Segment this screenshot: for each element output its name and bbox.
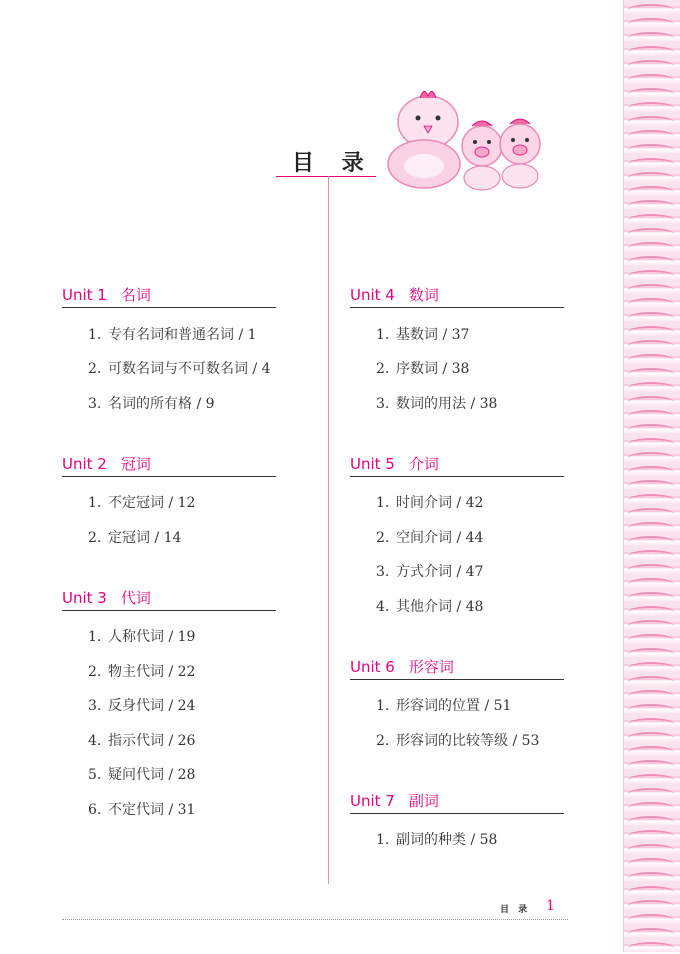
spiral-ring	[628, 550, 674, 562]
toc-entry-number: 2.	[376, 732, 390, 749]
unit-number: Unit 4	[350, 286, 395, 304]
toc-entry[interactable]	[88, 359, 276, 379]
spiral-ring	[628, 60, 674, 72]
toc-unit	[350, 285, 564, 414]
unit-number: Unit 5	[350, 454, 395, 473]
spiral-ring	[628, 298, 674, 310]
toc-entry[interactable]	[88, 765, 276, 785]
spiral-ring	[628, 718, 674, 730]
toc-entry[interactable]	[88, 696, 276, 716]
title-underline	[276, 176, 376, 177]
unit-name: 副词	[408, 791, 439, 810]
toc-entry-text: 形容词的比较等级 / 53	[396, 732, 540, 749]
spiral-ring	[628, 158, 674, 170]
spiral-ring	[628, 578, 674, 590]
spiral-ring	[628, 396, 674, 408]
spiral-ring	[628, 606, 674, 618]
spiral-ring	[628, 788, 674, 800]
unit-name: 代词	[120, 588, 151, 607]
toc-entry-number: 2.	[88, 663, 102, 680]
toc-column-left	[62, 285, 276, 860]
spiral-ring	[628, 914, 674, 926]
toc-entry-number: 2.	[376, 361, 390, 377]
mascot-illustration	[380, 82, 550, 192]
toc-item-list	[62, 308, 276, 414]
unit-name: 形容词	[408, 657, 454, 676]
toc-entry-number: 1.	[88, 495, 102, 511]
unit-heading[interactable]	[350, 657, 564, 680]
unit-heading[interactable]	[350, 285, 564, 308]
spiral-ring	[628, 284, 674, 296]
toc-entry-text: 数词的用法 / 38	[396, 395, 498, 412]
toc-entry[interactable]	[376, 562, 564, 582]
spiral-ring	[628, 18, 674, 30]
toc-entry[interactable]	[88, 325, 276, 345]
spiral-ring	[628, 214, 674, 226]
unit-number: Unit 1	[62, 286, 107, 304]
toc-entry[interactable]	[376, 325, 564, 345]
spiral-ring	[628, 256, 674, 268]
spiral-ring	[628, 424, 674, 436]
unit-heading[interactable]	[62, 588, 276, 611]
unit-name: 数词	[408, 286, 439, 304]
toc-entry-number: 1.	[376, 698, 390, 714]
toc-entry-text: 不定冠词 / 12	[108, 495, 196, 511]
toc-entry[interactable]	[376, 493, 564, 513]
footer-rule	[62, 919, 568, 920]
toc-entry-text: 指示代词 / 26	[108, 732, 196, 749]
toc-entry-text: 方式介词 / 47	[396, 564, 484, 580]
unit-number: Unit 2	[62, 454, 107, 473]
toc-unit	[62, 285, 276, 414]
spiral-ring	[628, 410, 674, 422]
toc-entry[interactable]	[376, 731, 564, 751]
unit-name: 名词	[120, 286, 151, 304]
spiral-ring	[628, 326, 674, 338]
spiral-ring	[628, 690, 674, 702]
spiral-ring	[628, 774, 674, 786]
spiral-ring	[628, 354, 674, 366]
spiral-ring	[628, 4, 674, 16]
toc-entry-text: 人称代词 / 19	[108, 629, 196, 645]
toc-entry[interactable]	[88, 528, 276, 548]
toc-entry-number: 1.	[376, 326, 390, 343]
spiral-ring	[628, 830, 674, 842]
unit-name: 介词	[408, 454, 439, 473]
spiral-binding-decoration	[623, 0, 680, 952]
spiral-ring	[628, 872, 674, 884]
toc-entry-number: 4.	[88, 732, 102, 749]
toc-entry-text: 可数名词与不可数名词 / 4	[108, 361, 271, 377]
toc-entry-text: 时间介词 / 42	[396, 495, 484, 511]
spiral-ring	[628, 760, 674, 772]
spiral-ring	[628, 228, 674, 240]
spiral-ring	[628, 536, 674, 548]
toc-entry[interactable]	[88, 493, 276, 513]
unit-heading[interactable]	[62, 454, 276, 477]
spiral-ring	[628, 592, 674, 604]
spiral-ring	[628, 858, 674, 870]
spiral-ring	[628, 522, 674, 534]
unit-heading[interactable]	[62, 285, 276, 308]
toc-unit	[350, 657, 564, 751]
toc-entry-number: 3.	[88, 698, 102, 714]
toc-entry-text: 定冠词 / 14	[108, 529, 182, 546]
toc-entry-text: 名词的所有格 / 9	[108, 395, 215, 412]
spiral-ring	[628, 802, 674, 814]
spiral-ring	[628, 816, 674, 828]
toc-entry-number: 3.	[376, 564, 390, 580]
spiral-ring	[628, 634, 674, 646]
spiral-ring	[628, 452, 674, 464]
toc-entry-number: 1.	[376, 832, 390, 848]
toc-entry[interactable]	[376, 696, 564, 716]
spiral-ring	[628, 242, 674, 254]
spiral-ring	[628, 172, 674, 184]
spiral-ring	[628, 270, 674, 282]
spiral-ring	[628, 942, 674, 954]
page-title: 目 录	[292, 151, 374, 176]
toc-unit	[62, 588, 276, 820]
spiral-ring	[628, 746, 674, 758]
page-number: 1	[546, 898, 555, 914]
toc-item-list	[350, 308, 564, 414]
toc-entry-text: 空间介词 / 44	[396, 529, 484, 546]
spiral-ring	[628, 886, 674, 898]
spiral-ring	[628, 900, 674, 912]
toc-entry-text: 其他介词 / 48	[396, 598, 484, 615]
toc-entry-text: 物主代词 / 22	[108, 663, 196, 680]
spiral-ring	[628, 704, 674, 716]
toc-entry[interactable]	[88, 627, 276, 647]
toc-item-list	[350, 477, 564, 617]
toc-entry-text: 反身代词 / 24	[108, 698, 196, 714]
spiral-ring	[628, 494, 674, 506]
spiral-ring	[628, 88, 674, 100]
spiral-ring	[628, 480, 674, 492]
toc-entry[interactable]	[376, 597, 564, 617]
column-divider	[328, 176, 329, 884]
toc-entry-text: 序数词 / 38	[396, 361, 470, 377]
spiral-ring	[628, 844, 674, 856]
spiral-ring	[628, 564, 674, 576]
spiral-ring	[628, 662, 674, 674]
spiral-ring	[628, 466, 674, 478]
spiral-ring	[628, 46, 674, 58]
toc-entry[interactable]	[376, 359, 564, 379]
spiral-ring	[628, 340, 674, 352]
spiral-ring	[628, 620, 674, 632]
spiral-ring	[628, 200, 674, 212]
toc-entry[interactable]	[88, 731, 276, 751]
spiral-ring	[628, 102, 674, 114]
toc-item-list	[350, 680, 564, 751]
toc-entry-text: 形容词的位置 / 51	[396, 698, 512, 714]
toc-entry-text: 不定代词 / 31	[108, 801, 196, 818]
toc-entry-number: 6.	[88, 801, 102, 818]
toc-entry-number: 1.	[88, 629, 102, 645]
toc-entry[interactable]	[376, 528, 564, 548]
toc-entry-number: 2.	[376, 529, 390, 546]
toc-entry[interactable]	[376, 830, 564, 850]
spiral-ring	[628, 438, 674, 450]
toc-entry-text: 专有名词和普通名词 / 1	[108, 326, 257, 343]
toc-unit	[350, 454, 564, 617]
toc-entry[interactable]	[376, 394, 564, 414]
toc-unit	[62, 454, 276, 548]
toc-item-list	[62, 611, 276, 820]
toc-entry-number: 3.	[88, 395, 102, 412]
toc-entry-number: 2.	[88, 529, 102, 546]
toc-item-list	[62, 477, 276, 548]
toc-entry-text: 副词的种类 / 58	[396, 832, 498, 848]
spiral-ring	[628, 648, 674, 660]
spiral-ring	[628, 508, 674, 520]
toc-unit	[350, 791, 564, 851]
toc-entry-number: 3.	[376, 395, 390, 412]
toc-entry[interactable]	[88, 800, 276, 820]
toc-entry[interactable]	[88, 662, 276, 682]
spiral-ring	[628, 130, 674, 142]
toc-entry[interactable]	[88, 394, 276, 414]
spiral-ring	[628, 732, 674, 744]
unit-number: Unit 7	[350, 791, 395, 810]
toc-entry-text: 基数词 / 37	[396, 326, 470, 343]
spiral-ring	[628, 312, 674, 324]
spiral-ring	[628, 382, 674, 394]
unit-heading[interactable]	[350, 791, 564, 814]
toc-item-list	[350, 814, 564, 851]
toc-entry-number: 2.	[88, 361, 102, 377]
spiral-ring	[628, 928, 674, 940]
spiral-ring	[628, 116, 674, 128]
toc-column-right	[350, 285, 564, 890]
toc-entry-number: 1.	[376, 495, 390, 511]
unit-number: Unit 3	[62, 588, 107, 607]
toc-entry-text: 疑问代词 / 28	[108, 767, 196, 783]
spiral-ring	[628, 676, 674, 688]
toc-entry-number: 4.	[376, 598, 390, 615]
toc-entry-number: 1.	[88, 326, 102, 343]
spiral-ring	[628, 186, 674, 198]
spiral-ring	[628, 144, 674, 156]
footer-label: 目 录	[500, 905, 531, 915]
unit-heading[interactable]	[350, 454, 564, 477]
spiral-ring	[628, 368, 674, 380]
unit-number: Unit 6	[350, 657, 395, 676]
unit-name: 冠词	[120, 454, 151, 473]
spiral-ring	[628, 74, 674, 86]
spiral-ring	[628, 32, 674, 44]
toc-entry-number: 5.	[88, 767, 102, 783]
